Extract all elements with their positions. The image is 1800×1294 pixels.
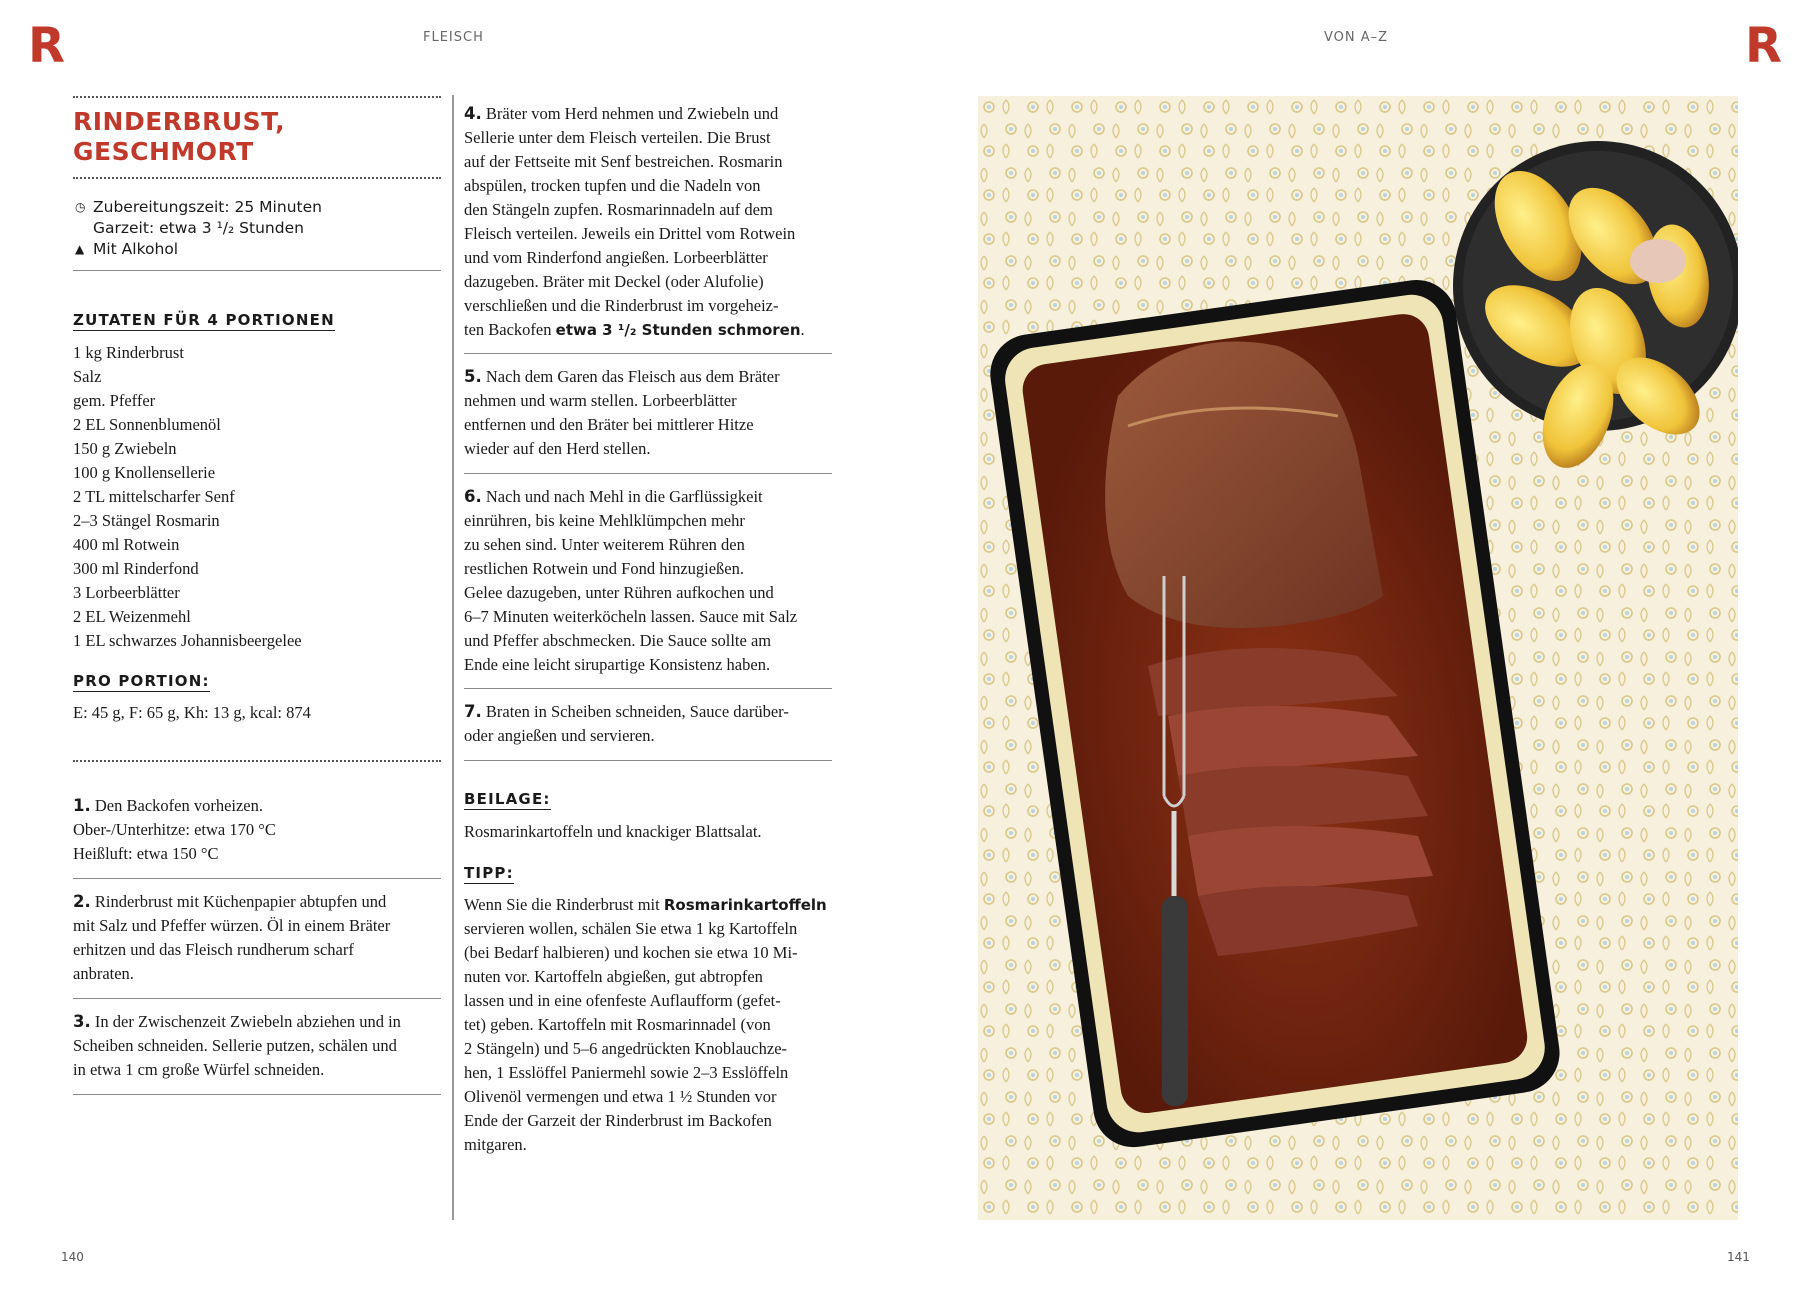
portion-heading: PRO PORTION: bbox=[73, 672, 210, 690]
step-text: abspülen, trocken tupfen und die Nadeln von bbox=[464, 176, 761, 195]
column-rule bbox=[452, 95, 454, 1220]
step-text: den Stängeln zupfen. Rosmarinnadeln auf dem bbox=[464, 200, 773, 219]
step-text: verschließen und die Rinderbrust im vorgeheiz- bbox=[464, 296, 779, 315]
step-number: 1. bbox=[73, 796, 91, 815]
portion-values: E: 45 g, F: 65 g, Kh: 13 g, kcal: 874 bbox=[73, 703, 311, 722]
tipp-line: tet) geben. Kartoffeln mit Rosmarinnadel (von bbox=[464, 1015, 771, 1034]
ingredient-item: gem. Pfeffer bbox=[73, 391, 156, 410]
step-text: Nach dem Garen das Fleisch aus dem Bräter bbox=[485, 367, 780, 386]
running-head-right: VON A–Z bbox=[1324, 30, 1389, 45]
tipp-line: nuten vor. Kartoffeln abgießen, gut abtropfen bbox=[464, 967, 763, 986]
step-text: oder angießen und servieren. bbox=[464, 726, 655, 745]
step-text: entfernen und den Bräter bei mittlerer Hitze bbox=[464, 415, 754, 434]
step-number: 7. bbox=[464, 702, 482, 721]
tipp-text bbox=[464, 893, 844, 1157]
ingredient-item: 300 ml Rinderfond bbox=[73, 559, 199, 578]
tipp-line: 2 Stängeln) und 5–6 angedrückten Knoblauchze- bbox=[464, 1039, 788, 1058]
ingredient-item: 400 ml Rotwein bbox=[73, 535, 180, 554]
alcohol-note: Mit Alkohol bbox=[93, 240, 179, 258]
step-text: und Pfeffer abschmecken. Die Sauce sollte am bbox=[464, 631, 772, 650]
step-text: erhitzen und das Fleisch rundherum scharf bbox=[73, 940, 354, 959]
divider-dotted bbox=[73, 96, 441, 98]
step-text: Scheiben schneiden. Sellerie putzen, schälen und bbox=[73, 1036, 397, 1055]
recipe-title-line2: GESCHMORT bbox=[73, 137, 254, 166]
tipp-section bbox=[464, 864, 514, 884]
cook-time: Garzeit: etwa 3 ¹/₂ Stunden bbox=[93, 219, 304, 237]
tipp-line: (bei Bedarf halbieren) und kochen sie etwa 10 Mi- bbox=[464, 943, 798, 962]
beilage-section bbox=[464, 790, 551, 810]
step-text: und vom Rinderfond angießen. Lorbeerblätter bbox=[464, 248, 768, 267]
step-text: Nach und nach Mehl in die Garflüssigkeit bbox=[485, 487, 763, 506]
portion-section bbox=[73, 672, 210, 692]
ingredient-item: Salz bbox=[73, 367, 102, 386]
ingredient-item: 2 TL mittelscharfer Senf bbox=[73, 487, 235, 506]
ingredient-item: 150 g Zwiebeln bbox=[73, 439, 177, 458]
page-number-left: 140 bbox=[61, 1250, 84, 1264]
divider-dotted bbox=[73, 760, 441, 762]
divider bbox=[73, 270, 441, 271]
ingredient-item: 2–3 Stängel Rosmarin bbox=[73, 511, 220, 530]
step-text: wieder auf den Herd stellen. bbox=[464, 439, 651, 458]
step-text: restlichen Rotwein und Fond hinzugießen. bbox=[464, 559, 744, 578]
step-text: Fleisch verteilen. Jeweils ein Drittel vom Rotwein bbox=[464, 224, 796, 243]
tipp-line: servieren wollen, schälen Sie etwa 1 kg Kartoffeln bbox=[464, 919, 798, 938]
step-1 bbox=[73, 794, 448, 866]
step-5 bbox=[464, 365, 844, 461]
step-2 bbox=[73, 890, 448, 986]
step-text: Bräter vom Herd nehmen und Zwiebeln und bbox=[485, 104, 779, 123]
step-text: Braten in Scheiben schneiden, Sauce darüber- bbox=[485, 702, 789, 721]
divider bbox=[464, 473, 832, 474]
divider bbox=[464, 353, 832, 354]
step-number: 5. bbox=[464, 367, 482, 386]
step-7 bbox=[464, 700, 844, 748]
tipp-line: Ende der Garzeit der Rinderbrust im Backofen bbox=[464, 1111, 772, 1130]
recipe-title-line1: RINDERBRUST, bbox=[73, 107, 286, 136]
running-head-left: FLEISCH bbox=[423, 30, 484, 45]
step-text: 6–7 Minuten weiterköcheln lassen. Sauce mit Salz bbox=[464, 607, 798, 626]
step-text: Rinderbrust mit Küchenpapier abtupfen und bbox=[94, 892, 387, 911]
recipe-meta bbox=[75, 197, 445, 260]
tipp-heading: TIPP: bbox=[464, 864, 514, 882]
ingredients-list bbox=[73, 341, 443, 653]
divider bbox=[464, 760, 832, 761]
step-text: Gelee dazugeben, unter Rühren aufkochen und bbox=[464, 583, 774, 602]
beilage-heading: BEILAGE: bbox=[464, 790, 551, 808]
step-text: . bbox=[800, 320, 805, 339]
ingredient-item: 3 Lorbeerblätter bbox=[73, 583, 180, 602]
prep-time: Zubereitungszeit: 25 Minuten bbox=[93, 198, 322, 216]
step-number: 6. bbox=[464, 487, 482, 506]
step-text: auf der Fettseite mit Senf bestreichen. Rosmarin bbox=[464, 152, 783, 171]
ingredient-item: 2 EL Sonnenblumenöl bbox=[73, 415, 221, 434]
tipp-line: Wenn Sie die Rinderbrust mit bbox=[464, 895, 664, 914]
step-number: 3. bbox=[73, 1012, 91, 1031]
step-3 bbox=[73, 1010, 448, 1082]
ingredient-item: 1 EL schwarzes Johannisbeergelee bbox=[73, 631, 302, 650]
step-text: dazugeben. Bräter mit Deckel (oder Alufolie) bbox=[464, 272, 764, 291]
step-text: anbraten. bbox=[73, 964, 134, 983]
divider-dotted bbox=[73, 177, 441, 179]
step-text: ten Backofen bbox=[464, 320, 556, 339]
step-6 bbox=[464, 485, 844, 677]
divider bbox=[73, 998, 441, 999]
ingredients-heading: ZUTATEN FÜR 4 PORTIONEN bbox=[73, 311, 335, 329]
step-text: mit Salz und Pfeffer würzen. Öl in einem Bräter bbox=[73, 916, 391, 935]
ingredient-item: 1 kg Rinderbrust bbox=[73, 343, 184, 362]
page-number-right: 141 bbox=[1727, 1250, 1750, 1264]
step-text: Heißluft: etwa 150 °C bbox=[73, 844, 219, 863]
ingredients-section bbox=[73, 311, 335, 331]
step-text: Ober-/Unterhitze: etwa 170 °C bbox=[73, 820, 276, 839]
tipp-line: lassen und in eine ofenfeste Auflaufform (gefet- bbox=[464, 991, 781, 1010]
divider bbox=[464, 688, 832, 689]
step-text: Ende eine leicht sirupartige Konsistenz haben. bbox=[464, 655, 771, 674]
ingredient-item: 100 g Knollensellerie bbox=[73, 463, 216, 482]
tipp-line: hen, 1 Esslöffel Paniermehl sowie 2–3 Esslöffeln bbox=[464, 1063, 789, 1082]
section-letter-right: R bbox=[1745, 18, 1782, 74]
tipp-line: mitgaren. bbox=[464, 1135, 527, 1154]
tipp-bold: Rosmarinkartoffeln bbox=[663, 896, 827, 914]
step-number: 2. bbox=[73, 892, 91, 911]
triangle-icon: ▲ bbox=[75, 242, 85, 256]
step-text-bold: etwa 3 ¹/₂ Stunden schmoren bbox=[555, 321, 801, 339]
step-text: in etwa 1 cm große Würfel schneiden. bbox=[73, 1060, 325, 1079]
ingredient-item: 2 EL Weizenmehl bbox=[73, 607, 191, 626]
step-text: nehmen und warm stellen. Lorbeerblätter bbox=[464, 391, 737, 410]
step-4 bbox=[464, 102, 844, 342]
beilage-text: Rosmarinkartoffeln und knackiger Blattsalat. bbox=[464, 822, 762, 841]
clock-icon: ◷ bbox=[75, 200, 86, 214]
tipp-line: Olivenöl vermengen und etwa 1 ½ Stunden vor bbox=[464, 1087, 777, 1106]
section-letter-left: R bbox=[28, 18, 65, 74]
recipe-photo bbox=[978, 96, 1738, 1220]
step-text: zu sehen sind. Unter weiterem Rühren den bbox=[464, 535, 745, 554]
recipe-title bbox=[73, 107, 443, 167]
step-text: Den Backofen vorheizen. bbox=[94, 796, 264, 815]
divider bbox=[73, 1094, 441, 1095]
step-text: In der Zwischenzeit Zwiebeln abziehen und in bbox=[94, 1012, 401, 1031]
divider bbox=[73, 878, 441, 879]
step-number: 4. bbox=[464, 104, 482, 123]
step-text: Sellerie unter dem Fleisch verteilen. Die Brust bbox=[464, 128, 771, 147]
step-text: einrühren, bis keine Mehlklümpchen mehr bbox=[464, 511, 745, 530]
